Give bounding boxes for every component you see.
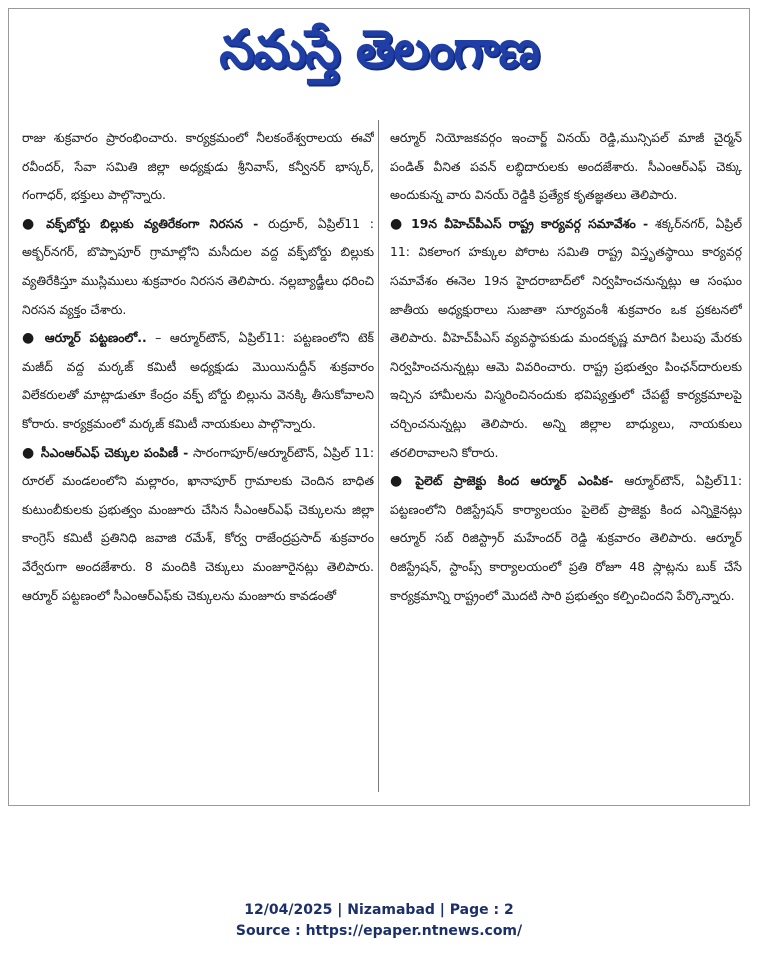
- bullet-icon: ●: [390, 215, 406, 232]
- footer-source: Source : https://epaper.ntnews.com/: [235, 923, 523, 939]
- left-column: [22, 124, 374, 610]
- bullet-icon: ●: [22, 444, 35, 461]
- footer-date-edition: 12/04/2025 | Nizamabad | Page : 2: [244, 902, 514, 918]
- column-divider: [378, 120, 379, 792]
- article-body: ఆర్మూర్‌టౌన్, ఏప్రిల్11: పట్టణంలోని రిజిస్ట్రేషన్ కార్యాలయం పైలెట్ ప్రాజెక్టు కింద ఎన్నికైనట్లు ఆర్మూర్ సబ్ రిజిస్ట్రార్ మహేందర్ రెడ్డి శుక్రవారం తెలిపారు. ఆర్మూర్ రిజిస్ట్రేషన్, స్టాంప్స్ కార్యాలయంలో ప్రతి రోజూ 48 స్లాట్లను బుక్ చేసే కార్యక్రమాన్ని రాష్ట్రంలో మొదటి సారి ప్రభుత్వం కల్పించిందని పేర్కొన్నారు.: [390, 473, 742, 603]
- article-paragraph: ఆర్మూర్ నియోజకవర్గం ఇంచార్జ్ వినయ్ రెడ్డి,మున్సిపల్ మాజీ చైర్మన్ పండిత్ వీనిత పవన్ లబ్ధిదారులకు అందజేశారు. సీఎంఆర్ఎఫ్ చెక్కు అందుకున్న వారు వినయ్ రెడ్డికి ప్రత్యేక కృతజ్ఞతలు తెలిపారు.: [390, 130, 742, 203]
- article-headline: ఆర్మూర్ పట్టణంలో..: [44, 330, 147, 346]
- article-headline: వక్ఫ్‌బోర్డు బిల్లుకు వ్యతిరేకంగా నిరసన -: [46, 215, 259, 231]
- article-body: – ఆర్మూర్‌టౌన్, ఏప్రిల్11: పట్టణంలోని టెక్ మజీద్ వద్ద మర్కజ్ కమిటీ అధ్యక్షుడు మొయినుద్దీన్ శుక్రవారం విలేకరులతో మాట్లాడుతూ కేంద్రం వక్ఫ్ బోర్డు బిల్లును వెనక్కి తీసుకోవాలని కోరారు. కార్యక్రమంలో మర్కజ్ కమిటీ నాయకులు పాల్గొన్నారు.: [22, 330, 374, 431]
- article-headline: 19న వీహెచ్‌పీఎస్ రాష్ట్ర కార్యవర్గ సమావేశం -: [411, 215, 649, 231]
- bullet-icon: ●: [22, 330, 39, 347]
- article-block: [22, 210, 374, 324]
- masthead: [0, 8, 758, 88]
- article-block: [22, 324, 374, 438]
- bullet-icon: ●: [390, 473, 410, 490]
- article-body: రుద్రూర్, ఏప్రిల్11 : అక్బర్‌నగర్, బొప్పాపూర్ గ్రామాల్లోని మసీదుల వద్ద వక్ఫ్‌బోర్డు బిల్లుకు వ్యతిరేకిస్తూ ముస్లిములు శుక్రవారం నిరసన తెలిపారు. నల్లబ్యాడ్జీలు ధరించి నిరసన వ్యక్తం చేశారు.: [22, 215, 374, 317]
- article-paragraph: రాజు శుక్రవారం ప్రారంభించారు. కార్యక్రమంలో నీలకంఠేశ్వరాలయ ఈవో రవీందర్, సేవా సమితి జిల్లా అధ్యక్షుడు శ్రీనివాస్, కన్వీనర్ భాస్కర్, గంగాధర్, భక్తులు పాల్గొన్నారు.: [22, 130, 374, 203]
- article-body: శక్కర్‌నగర్, ఏప్రిల్ 11: వికలాంగ హక్కుల పోరాట సమితి రాష్ట్ర విస్తృతస్థాయి కార్యవర్గ సమావేశం ఈనెల 19న హైదరాబాద్‌లో నిర్వహించనున్నట్లు ఆ సంఘం జాతీయ అధ్యక్షురాలు సుజాతా సూర్యవంశీ శుక్రవారం ఒక ప్రకటనలో తెలిపారు. వీహెచ్‌పీఎస్ వ్యవస్థాపకుడు మందకృష్ణ మాదిగ పిలుపు మేరకు నిర్వహించనున్నట్లు ఆమె వివరించారు. రాష్ట్ర ప్రభుత్వం పింఛన్‌దారులకు ఇచ్చిన హామీలను విస్మరించినందుకు భవిష్యత్తులో చేపట్టే కార్యక్రమాలపై చర్చించనున్నట్లు తెలిపారు. అన్ని జిల్లాల బాధ్యులు, నాయకులు తరలిరావాలని కోరారు.: [390, 215, 742, 460]
- article-headline: సీఎంఆర్ఎఫ్ చెక్కుల పంపిణీ -: [40, 444, 189, 460]
- article-headline: పైలెట్ ప్రాజెక్టు కింద ఆర్మూర్ ఎంపిక-: [415, 473, 614, 489]
- bullet-icon: ●: [22, 215, 41, 232]
- newspaper-logo: నమస్తే తెలంగాణ: [219, 18, 539, 80]
- article-block: [22, 439, 374, 611]
- article-block: [390, 210, 742, 467]
- article-block: [390, 467, 742, 610]
- right-column: [390, 124, 742, 610]
- article-body: సారంగాపూర్/ఆర్మూర్‌టౌన్, ఏప్రిల్ 11: రూరల్ మండలంలోని మల్లారం, ఖానాపూర్ గ్రామాలకు చెందిన బాధిత కుటుంబీకులకు ప్రభుత్వం మంజూరు చేసిన సీఎంఆర్ఎఫ్ చెక్కులను జిల్లా కాంగ్రెస్ కమిటీ ప్రతినిధి జవాజి రమేశ్, కోర్వ రాజేంద్రప్రసాద్ శుక్రవారం వేర్వేరుగా అందజేశారు. 8 మందికి చెక్కులు మంజూరైనట్లు తెలిపారు. ఆర్మూర్ పట్టణంలో సీఎంఆర్ఎఫ్‌కు చెక్కులను మంజూరు కావడంతో: [22, 444, 374, 603]
